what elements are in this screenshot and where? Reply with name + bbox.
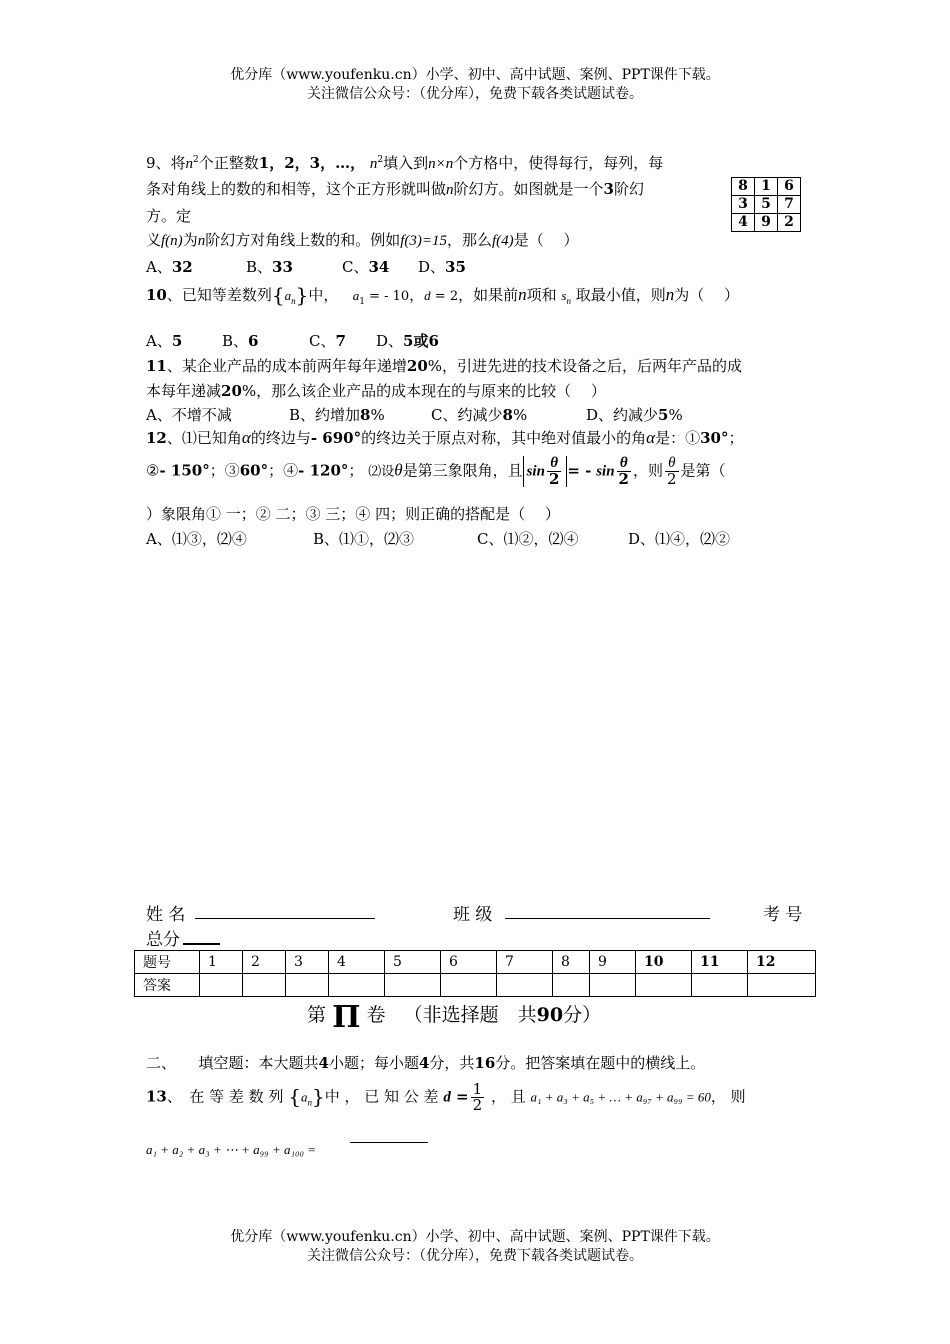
answer-cell[interactable] bbox=[692, 974, 748, 997]
q12-option-d: D、⑴④，⑵② bbox=[628, 530, 731, 548]
q11-options bbox=[146, 404, 683, 425]
answer-row bbox=[135, 974, 816, 997]
name-field[interactable] bbox=[195, 918, 375, 919]
magic-cell: 3 bbox=[732, 196, 755, 214]
q9-option-c: C、34 bbox=[342, 258, 390, 276]
answer-cell[interactable] bbox=[286, 974, 329, 997]
q10-option-a: A、5 bbox=[146, 332, 183, 350]
q11-line-2: 本每年递减20%，那么该企业产品的成本现在的与原来的比较（ ） bbox=[146, 382, 606, 400]
magic-cell: 1 bbox=[755, 178, 778, 196]
answer-cell[interactable] bbox=[200, 974, 243, 997]
table-header-cell: 3 bbox=[286, 951, 329, 974]
q12-line-1: 12、⑴已知角α的终边与- 690°的终边关于原点对称，其中绝对值最小的角α是：①30°； bbox=[146, 428, 744, 447]
table-header-cell: 12 bbox=[748, 951, 816, 974]
header-line-2: 关注微信公众号：（优分库），免费下载各类试题试卷。 bbox=[307, 86, 643, 102]
class-label: 班 级 bbox=[453, 905, 493, 925]
q9-line-3: 方。定 bbox=[146, 207, 192, 225]
footer-line-2: 关注微信公众号：（优分库），免费下载各类试题试卷。 bbox=[307, 1248, 643, 1264]
answer-cell[interactable] bbox=[385, 974, 441, 997]
magic-cell: 4 bbox=[732, 214, 755, 232]
q13-line-1: 13、 在 等 差 数 列 $\{a_n\}$中 ， 已 知 公 差 d = $\frac{1}{2}$ ， 且 a₁ + a₃ + a₅ + … + a₉₇ + a₉₉ = 60， 则 bbox=[146, 1080, 746, 1114]
answer-cell[interactable] bbox=[636, 974, 692, 997]
magic-cell: 7 bbox=[778, 196, 801, 214]
section-2-title: 第 Π 卷 （非选择题 共90分） bbox=[307, 1000, 602, 1035]
magic-cell: 2 bbox=[778, 214, 801, 232]
q11-option-a: A、不增不减 bbox=[146, 406, 232, 424]
magic-cell: 6 bbox=[778, 178, 801, 196]
q9-line-4: 义f(n)为n阶幻方对角线上数的和。例如f(3)=15，那么f(4)是（ ） bbox=[146, 231, 579, 249]
total-label: 总分 bbox=[146, 930, 180, 950]
q11-option-b: B、约增加8% bbox=[289, 406, 385, 424]
q12-option-b: B、⑴①，⑵③ bbox=[313, 530, 415, 548]
table-header-cell: 4 bbox=[329, 951, 385, 974]
q10-options bbox=[146, 330, 439, 351]
answer-cell[interactable] bbox=[748, 974, 816, 997]
q11-option-c: C、约减少8% bbox=[431, 406, 528, 424]
abs-sin-half-theta: sin $\frac{\theta}{2}$ bbox=[523, 456, 568, 487]
q9-options bbox=[146, 256, 466, 277]
table-header-cell: 5 bbox=[385, 951, 441, 974]
q9-option-a: A、32 bbox=[146, 258, 193, 276]
q10-line-1: 10、已知等差数列$\{a_n\}$中， $a_1$ = - 10，d = 2，如果前n项和 $s_n$ 取最小值，则n为（ ） bbox=[146, 283, 740, 307]
magic-cell: 8 bbox=[732, 178, 755, 196]
q12-options bbox=[146, 528, 730, 549]
q10-option-c: C、7 bbox=[309, 332, 346, 350]
q9-line-1: 9、将$n^2$个正整数1，2，3，…， $n^2$填入到n×n个方格中，使得每行，每列，每 bbox=[146, 154, 664, 172]
name-label: 姓 名 bbox=[146, 905, 186, 925]
q11-option-d: D、约减少5% bbox=[586, 406, 683, 424]
q12-line-2: ②- 150°；③60°；④- 120°； ⑵设θ是第三象限角，且 sin $\frac{\theta}{2}$ = - sin $\frac{\theta}{2}$ ，则 $\frac{\theta}{2}$ 是第（ bbox=[146, 455, 726, 488]
table-header-cell: 11 bbox=[692, 951, 748, 974]
answer-row-label: 答案 bbox=[135, 974, 200, 997]
answer-cell[interactable] bbox=[590, 974, 636, 997]
answer-cell[interactable] bbox=[553, 974, 590, 997]
answer-cell[interactable] bbox=[329, 974, 385, 997]
exam-no-label: 考 号 bbox=[763, 905, 803, 925]
q11-line-1: 11、某企业产品的成本前两年每年递增20%，引进先进的技术设备之后，后两年产品的成 bbox=[146, 357, 743, 375]
section-2-intro: 二、 填空题：本大题共4小题；每小题4分，共16分。把答案填在题中的横线上。 bbox=[146, 1054, 706, 1072]
total-field[interactable] bbox=[183, 943, 220, 945]
q10-option-b: B、6 bbox=[222, 332, 259, 350]
table-header-cell: 1 bbox=[200, 951, 243, 974]
answer-cell[interactable] bbox=[441, 974, 497, 997]
answer-cell[interactable] bbox=[497, 974, 553, 997]
q13-line-2: a₁ + a₂ + a₃ + ⋯ + a₉₉ + a₁₀₀ = bbox=[146, 1142, 317, 1157]
table-header-cell: 8 bbox=[553, 951, 590, 974]
q9-line-2: 条对角线上的数的和相等，这个正方形就叫做n阶幻方。如图就是一个3阶幻 bbox=[146, 180, 644, 198]
header-line-1: 优分库（www.youfenku.cn）小学、初中、高中试题、案例、PPT课件下载。 bbox=[230, 67, 720, 83]
q9-option-d: D、35 bbox=[418, 258, 466, 276]
answer-table bbox=[134, 950, 816, 997]
q12-option-a: A、⑴③，⑵④ bbox=[146, 530, 247, 548]
magic-square bbox=[731, 177, 801, 232]
q12-option-c: C、⑴②，⑵④ bbox=[477, 530, 579, 548]
q10-option-d: D、5或6 bbox=[376, 332, 439, 350]
table-header-cell: 9 bbox=[590, 951, 636, 974]
table-header-cell: 题号 bbox=[135, 951, 200, 974]
class-field[interactable] bbox=[505, 918, 710, 919]
magic-cell: 5 bbox=[755, 196, 778, 214]
answer-cell[interactable] bbox=[243, 974, 286, 997]
question-number-row bbox=[135, 951, 816, 974]
table-header-cell: 10 bbox=[636, 951, 692, 974]
table-header-cell: 7 bbox=[497, 951, 553, 974]
footer-line-1: 优分库（www.youfenku.cn）小学、初中、高中试题、案例、PPT课件下载。 bbox=[230, 1229, 720, 1245]
q12-line-3: ）象限角① 一；② 二；③ 三；④ 四；则正确的搭配是（ ） bbox=[146, 505, 560, 523]
magic-cell: 9 bbox=[755, 214, 778, 232]
table-header-cell: 2 bbox=[243, 951, 286, 974]
q13-answer-blank[interactable] bbox=[350, 1142, 428, 1143]
table-header-cell: 6 bbox=[441, 951, 497, 974]
q9-option-b: B、33 bbox=[246, 258, 293, 276]
